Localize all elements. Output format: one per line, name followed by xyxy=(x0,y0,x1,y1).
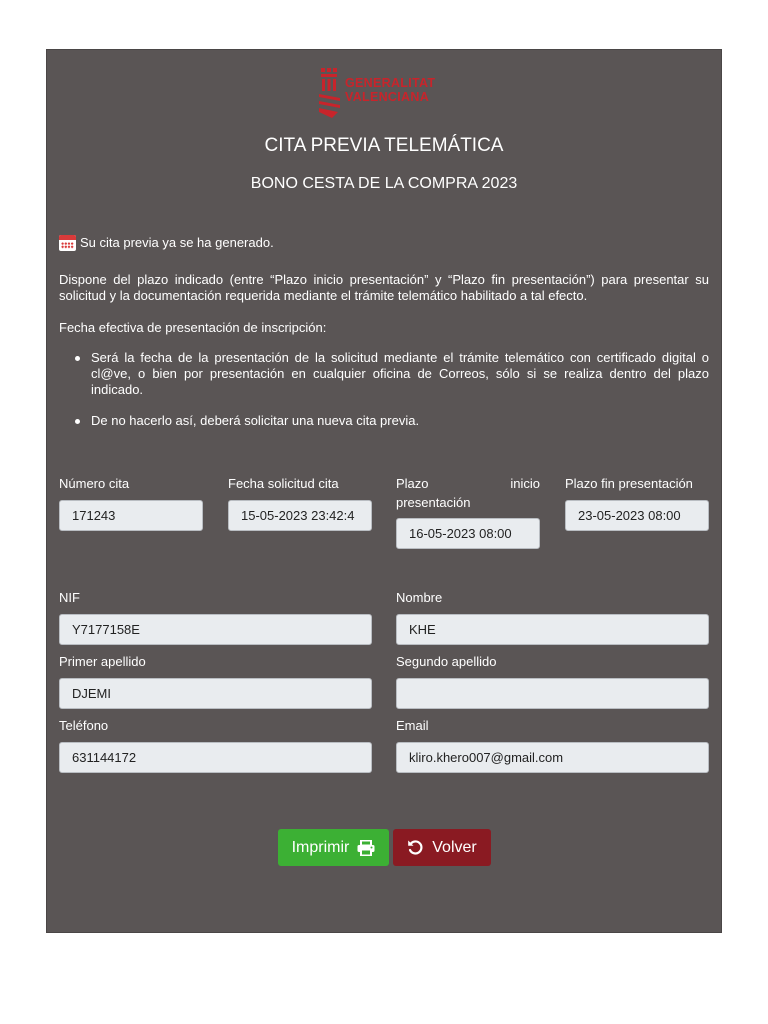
undo-icon xyxy=(407,839,424,856)
date-heading: Fecha efectiva de presentación de inscripción: xyxy=(59,320,327,335)
page-subtitle: BONO CESTA DE LA COMPRA 2023 xyxy=(250,175,518,192)
plazo-fin-label: Plazo fin presentación xyxy=(565,476,693,491)
bullet-icon xyxy=(75,419,80,424)
printer-icon xyxy=(357,840,375,856)
bullet-icon xyxy=(75,356,80,361)
nombre-field[interactable]: KHE xyxy=(396,614,709,645)
primer-apellido-field[interactable]: DJEMI xyxy=(59,678,372,709)
list-item: Será la fecha de la presentación de la solicitud mediante el trámite telemático con certificado digital o cl@ve, o bien por presentación en cualquier oficina de Correos, sólo si se realiza dentro del plazo indicado. xyxy=(91,350,709,398)
nif-field[interactable]: Y7177158E xyxy=(59,614,372,645)
calendar-icon xyxy=(59,235,76,251)
logo-text: GENERALITAT VALENCIANA xyxy=(345,76,436,104)
back-button-label: Volver xyxy=(432,838,477,856)
numero-cita-label: Número cita xyxy=(59,476,130,491)
nombre-label: Nombre xyxy=(396,590,443,605)
confirmation-notice xyxy=(59,235,709,251)
plazo-fin-field[interactable]: 23-05-2023 08:00 xyxy=(565,500,709,531)
email-field[interactable]: kliro.khero007@gmail.com xyxy=(396,742,709,773)
numero-cita-field[interactable]: 171243 xyxy=(59,500,203,531)
generalitat-logo xyxy=(318,66,452,120)
generalitat-emblem-icon xyxy=(318,66,344,120)
notice-text: Su cita previa ya se ha generado. xyxy=(80,235,274,250)
nif-label: NIF xyxy=(59,590,80,605)
info-paragraph: Dispone del plazo indicado (entre “Plazo inicio presentación” y “Plazo fin presentación”) para presentar su solicitud y la documentación requerida mediante el trámite telemático habilitado a tal efecto. xyxy=(59,272,709,303)
fecha-solicitud-label: Fecha solicitud cita xyxy=(228,476,339,491)
plazo-inicio-label: Plazo inicio presentación xyxy=(396,476,540,510)
email-label: Email xyxy=(396,718,429,733)
back-button[interactable] xyxy=(393,829,491,866)
primer-apellido-label: Primer apellido xyxy=(59,654,146,669)
page-title: CITA PREVIA TELEMÁTICA xyxy=(264,135,504,156)
plazo-inicio-field[interactable]: 16-05-2023 08:00 xyxy=(396,518,540,549)
print-button-label: Imprimir xyxy=(291,838,350,856)
telefono-label: Teléfono xyxy=(59,718,109,733)
telefono-field[interactable]: 631144172 xyxy=(59,742,372,773)
segundo-apellido-label: Segundo apellido xyxy=(396,654,497,669)
list-item: De no hacerlo así, deberá solicitar una nueva cita previa. xyxy=(91,413,709,429)
print-button[interactable] xyxy=(278,829,389,866)
segundo-apellido-field[interactable] xyxy=(396,678,709,709)
info-bullet-list xyxy=(59,350,709,429)
fecha-solicitud-field[interactable]: 15-05-2023 23:42:4 xyxy=(228,500,372,531)
